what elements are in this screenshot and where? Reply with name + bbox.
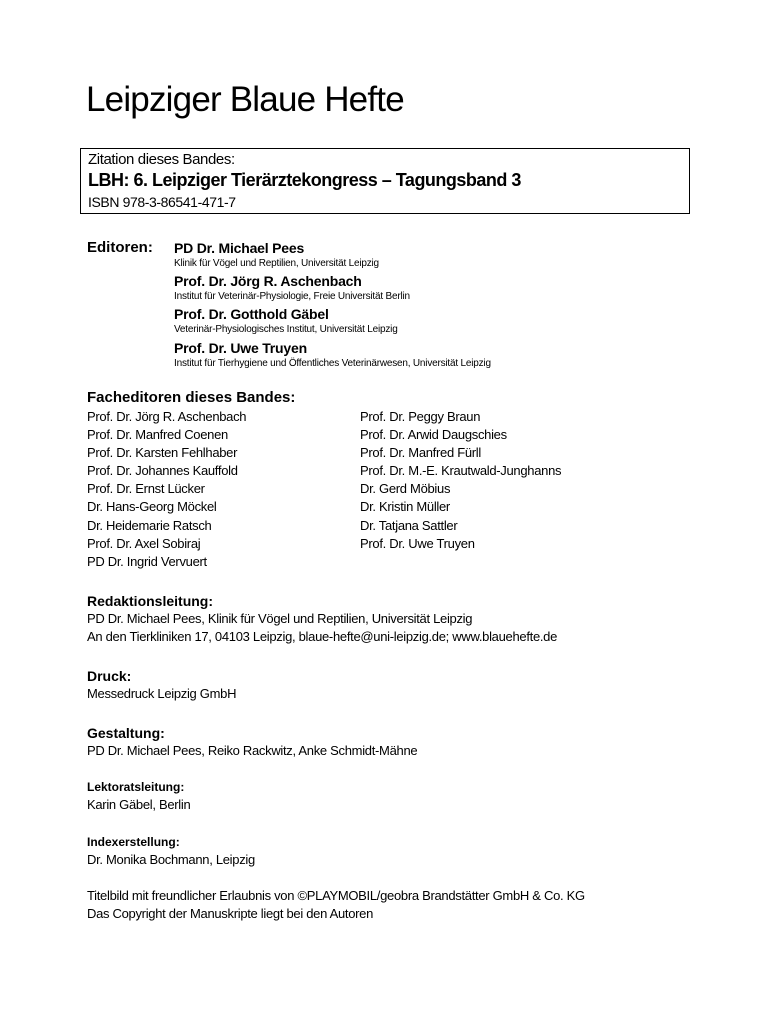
list-item: Prof. Dr. Uwe Truyen bbox=[360, 535, 475, 551]
series-title: Leipziger Blaue Hefte bbox=[86, 80, 404, 119]
section-heading: Lektoratsleitung: bbox=[87, 780, 185, 794]
citation-box bbox=[80, 148, 690, 214]
editor-name: PD Dr. Michael Pees bbox=[174, 240, 305, 256]
section-heading: Gestaltung: bbox=[87, 725, 165, 741]
editor-name: Prof. Dr. Jörg R. Aschenbach bbox=[174, 273, 362, 289]
section-line: PD Dr. Michael Pees, Klinik für Vögel und Reptilien, Universität Leipzig bbox=[87, 611, 473, 626]
section-line: PD Dr. Michael Pees, Reiko Rackwitz, Anke Schmidt-Mähne bbox=[87, 743, 418, 758]
list-item: Prof. Dr. Jörg R. Aschenbach bbox=[87, 409, 247, 424]
editor-institution: Veterinär-Physiologisches Institut, Universität Leipzig bbox=[174, 324, 398, 335]
credit-line: Titelbild mit freundlicher Erlaubnis von ©PLAYMOBIL/geobra Brandstätter GmbH & Co. KG bbox=[87, 888, 585, 903]
lektorat-section bbox=[87, 778, 190, 814]
section-line: Karin Gäbel, Berlin bbox=[87, 797, 191, 812]
list-item: PD Dr. Ingrid Vervuert bbox=[87, 553, 207, 569]
list-item: Dr. Gerd Möbius bbox=[360, 481, 451, 497]
druck-section bbox=[87, 667, 236, 703]
gestaltung-section bbox=[87, 724, 417, 760]
fach-editors-left-column bbox=[87, 408, 246, 571]
copyright-line: Das Copyright der Manuskripte liegt bei den Autoren bbox=[87, 906, 374, 921]
editor-name: Prof. Dr. Uwe Truyen bbox=[174, 340, 307, 356]
list-item: Prof. Dr. Peggy Braun bbox=[360, 409, 481, 424]
list-item: Dr. Kristin Müller bbox=[360, 499, 450, 515]
editor-name: Prof. Dr. Gotthold Gäbel bbox=[174, 306, 329, 322]
section-line: Dr. Monika Bochmann, Leipzig bbox=[87, 852, 255, 867]
fach-editors-right-column bbox=[360, 408, 561, 553]
index-section bbox=[87, 833, 255, 869]
list-item: Dr. Heidemarie Ratsch bbox=[87, 517, 212, 533]
citation-title: LBH: 6. Leipziger Tierärztekongress – Tagungsband 3 bbox=[88, 170, 521, 190]
list-item: Prof. Dr. Arwid Daugschies bbox=[360, 427, 507, 443]
editor-institution: Klinik für Vögel und Reptilien, Universität Leipzig bbox=[174, 258, 379, 269]
editor-institution: Institut für Veterinär-Physiologie, Freie Universität Berlin bbox=[174, 291, 410, 302]
section-heading: Indexerstellung: bbox=[87, 835, 180, 849]
section-line: Messedruck Leipzig GmbH bbox=[87, 686, 237, 701]
editor-entry bbox=[174, 340, 491, 371]
editor-institution: Institut für Tierhygiene und Öffentliches Veterinärwesen, Universität Leipzig bbox=[174, 358, 491, 369]
editor-entry bbox=[174, 306, 398, 337]
list-item: Prof. Dr. Axel Sobiraj bbox=[87, 535, 201, 551]
editor-entry bbox=[174, 273, 410, 304]
citation-label: Zitation dieses Bandes: bbox=[88, 151, 235, 168]
section-heading: Redaktionsleitung: bbox=[87, 593, 214, 609]
list-item: Dr. Tatjana Sattler bbox=[360, 517, 458, 533]
fach-editors-heading: Facheditoren dieses Bandes: bbox=[87, 389, 296, 406]
section-heading: Druck: bbox=[87, 668, 132, 684]
citation-isbn: ISBN 978-3-86541-471-7 bbox=[88, 194, 236, 210]
list-item: Prof. Dr. Karsten Fehlhaber bbox=[87, 445, 238, 461]
list-item: Dr. Hans-Georg Möckel bbox=[87, 499, 217, 515]
list-item: Prof. Dr. Manfred Fürll bbox=[360, 445, 481, 461]
redaktion-section bbox=[87, 592, 557, 646]
list-item: Prof. Dr. Manfred Coenen bbox=[87, 427, 228, 443]
editor-entry bbox=[174, 240, 379, 271]
list-item: Prof. Dr. Ernst Lücker bbox=[87, 481, 205, 497]
editors-label: Editoren: bbox=[87, 239, 153, 256]
section-line: An den Tierkliniken 17, 04103 Leipzig, blaue-hefte@uni-leipzig.de; www.blauehefte.de bbox=[87, 629, 558, 644]
list-item: Prof. Dr. M.-E. Krautwald-Junghanns bbox=[360, 463, 562, 479]
list-item: Prof. Dr. Johannes Kauffold bbox=[87, 463, 238, 479]
